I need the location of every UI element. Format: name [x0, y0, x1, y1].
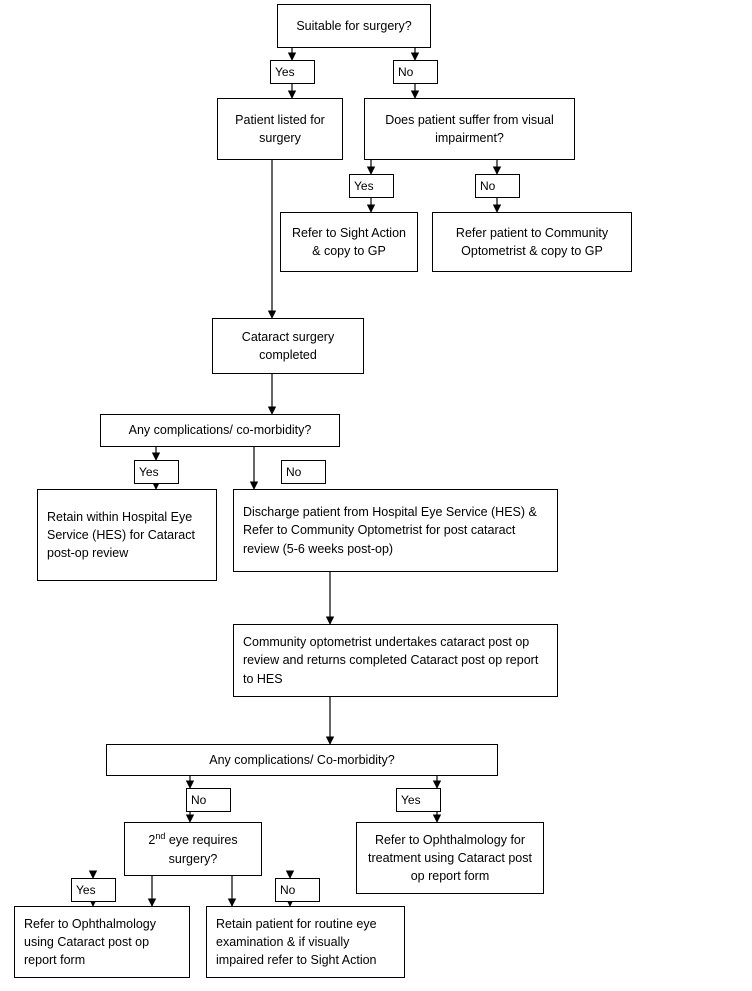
node-text: Suitable for surgery? [296, 18, 412, 33]
edge-label-text: No [398, 64, 414, 79]
edge-label-text: Yes [401, 792, 421, 807]
node-text: Patient listed for surgery [235, 112, 325, 145]
edge-label-text: Yes [139, 464, 159, 479]
edge-label-text: Yes [76, 882, 96, 897]
edge-label-text: No [286, 464, 302, 479]
node-any-complications-2 [106, 744, 498, 776]
node-text: Any complications/ Co-morbidity? [209, 752, 395, 767]
node-refer-ophthalmology-using-form [14, 906, 190, 978]
node-retain-patient-routine [206, 906, 405, 978]
node-refer-sight-action [280, 212, 418, 272]
node-text: Retain within Hospital Eye Service (HES) for Cataract post-op review [47, 509, 195, 561]
edge-label-yes-4 [396, 788, 441, 812]
node-refer-community-optometrist [432, 212, 632, 272]
node-second-eye-requires-surgery [124, 822, 262, 876]
node-text: Community optometrist undertakes cataract post op review and returns completed Cataract post op report to HES [243, 635, 539, 686]
edge-label-text: No [191, 792, 207, 807]
node-community-optometrist-undertakes [233, 624, 558, 697]
edge-label-no-2 [475, 174, 520, 198]
node-retain-within-hes [37, 489, 217, 581]
edge-label-text: No [280, 882, 296, 897]
edge-label-yes-1 [270, 60, 315, 84]
edge-label-no-4 [186, 788, 231, 812]
node-text: Retain patient for routine eye examination & if visually impaired refer to Sight Action [216, 916, 377, 968]
node-suitable-for-surgery [277, 4, 431, 48]
node-patient-listed-for-surgery [217, 98, 343, 160]
node-visual-impairment-question [364, 98, 575, 160]
edge-label-text: Yes [275, 64, 295, 79]
edge-label-no-5 [275, 878, 320, 902]
edge-label-no-1 [393, 60, 438, 84]
node-text: Refer to Ophthalmology for treatment using Cataract post op report form [368, 832, 532, 884]
node-discharge-patient [233, 489, 558, 572]
node-text: Does patient suffer from visual impairment? [385, 112, 554, 145]
node-cataract-surgery-completed [212, 318, 364, 374]
edge-label-no-3 [281, 460, 326, 484]
edge-label-yes-5 [71, 878, 116, 902]
node-text: Discharge patient from Hospital Eye Service (HES) & Refer to Community Optometrist for post cataract review (5-6 weeks post-op) [243, 505, 537, 556]
node-text: Cataract surgery completed [241, 329, 335, 362]
node-text: Refer patient to Community Optometrist & copy to GP [455, 225, 609, 258]
edge-label-text: No [480, 178, 496, 193]
node-text: Refer to Sight Action & copy to GP [292, 225, 406, 258]
edge-label-yes-2 [349, 174, 394, 198]
node-text: Any complications/ co-morbidity? [128, 423, 312, 438]
edge-label-yes-3 [134, 460, 179, 484]
node-text: 2nd eye requires surgery? [148, 831, 238, 866]
node-refer-ophthalmology-treatment [356, 822, 544, 894]
node-text: Refer to Ophthalmology using Cataract post op report form [24, 916, 157, 968]
edge-label-text: Yes [354, 178, 374, 193]
node-any-complications-1 [100, 414, 340, 447]
